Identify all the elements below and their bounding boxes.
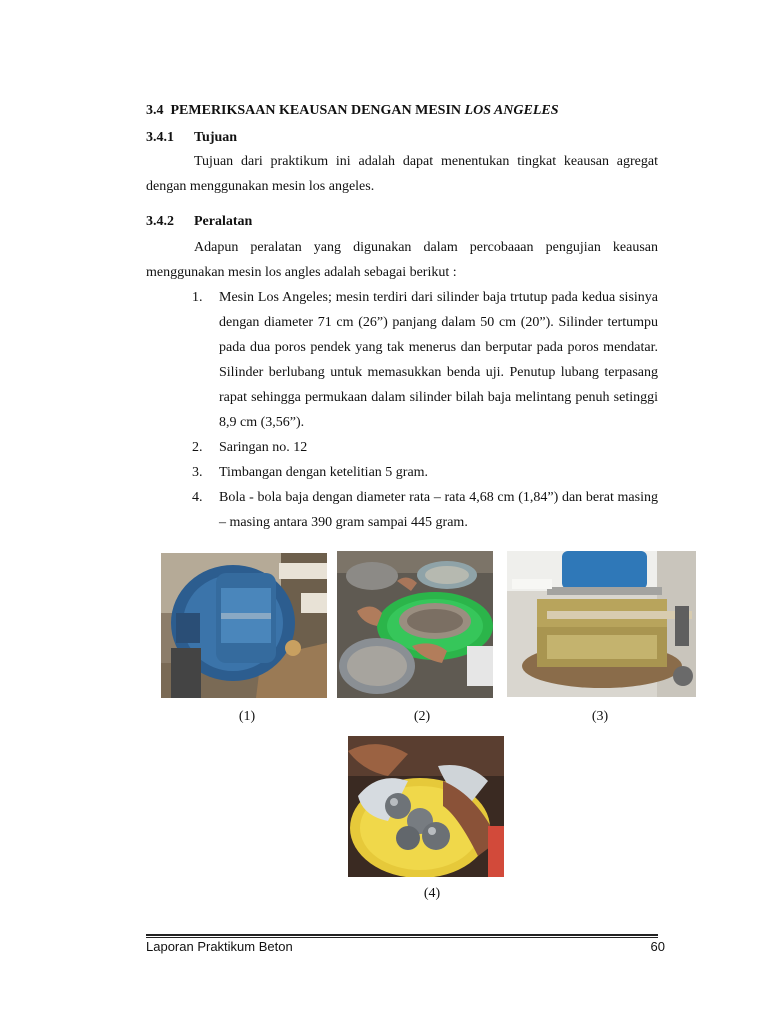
section-title-italic: LOS ANGELES <box>464 103 559 118</box>
subheading-tujuan <box>146 130 237 146</box>
balance-scale-photo <box>507 551 696 697</box>
equipment-list <box>146 285 658 535</box>
tujuan-paragraph: Tujuan dari praktikum ini adalah dapat menentukan tingkat keausan agregat dengan menggunakan mesin los angeles. <box>146 154 658 194</box>
page-number: 60 <box>650 939 665 954</box>
steel-balls-photo <box>348 736 504 877</box>
list-text: Bola - bola baja dengan diameter rata – rata 4,68 cm (1,84”) dan berat masing – masing antara 390 gram sampai 445 gram. <box>219 490 658 530</box>
peralatan-intro: Adapun peralatan yang digunakan dalam percobaaan pengujian keausan menggunakan mesin los angles adalah sebagai berikut : <box>146 240 658 280</box>
los-angeles-machine-photo <box>161 553 327 698</box>
section-heading <box>146 103 559 119</box>
list-number: 2. <box>192 440 203 455</box>
figure-caption: (3) <box>591 709 609 724</box>
footer-divider <box>146 937 658 938</box>
list-item <box>146 485 658 535</box>
section-number: 3.4 <box>146 103 164 118</box>
section-title: PEMERIKSAAN KEAUSAN DENGAN MESIN <box>170 103 462 118</box>
list-text: Timbangan dengan ketelitian 5 gram. <box>219 465 429 480</box>
list-number: 1. <box>192 290 203 305</box>
list-text: Mesin Los Angeles; mesin terdiri dari silinder baja trtutup pada kedua sisinya dengan diameter 71 cm (26”) panjang dalam 50 cm (20”). Silinder tertumpu pada dua poros pendek yang tak menerus dan berputar pada poros mendatar. Silinder berlubang untuk memasukkan benda uji. Penutup lubang terpasang rapat sehingga permukaan dalam silinder bilah baja melintang penuh setinggi 8,9 cm (3,56”). <box>219 290 658 430</box>
list-number: 4. <box>192 490 203 505</box>
list-text: Saringan no. 12 <box>219 440 308 455</box>
footer-title: Laporan Praktikum Beton <box>146 939 293 954</box>
subheading-peralatan <box>146 214 252 230</box>
figure-caption: (2) <box>413 709 431 724</box>
subheading-number: 3.4.1 <box>146 130 174 145</box>
figure-caption: (4) <box>423 886 441 901</box>
list-item <box>146 285 658 435</box>
footer-divider <box>146 934 658 936</box>
figure-caption: (1) <box>238 709 256 724</box>
sieve-aggregate-photo <box>337 551 493 698</box>
subheading-title: Tujuan <box>194 130 238 145</box>
list-number: 3. <box>192 465 203 480</box>
subheading-number: 3.4.2 <box>146 214 174 229</box>
list-item <box>146 460 658 485</box>
subheading-title: Peralatan <box>194 214 253 229</box>
list-item <box>146 435 658 460</box>
